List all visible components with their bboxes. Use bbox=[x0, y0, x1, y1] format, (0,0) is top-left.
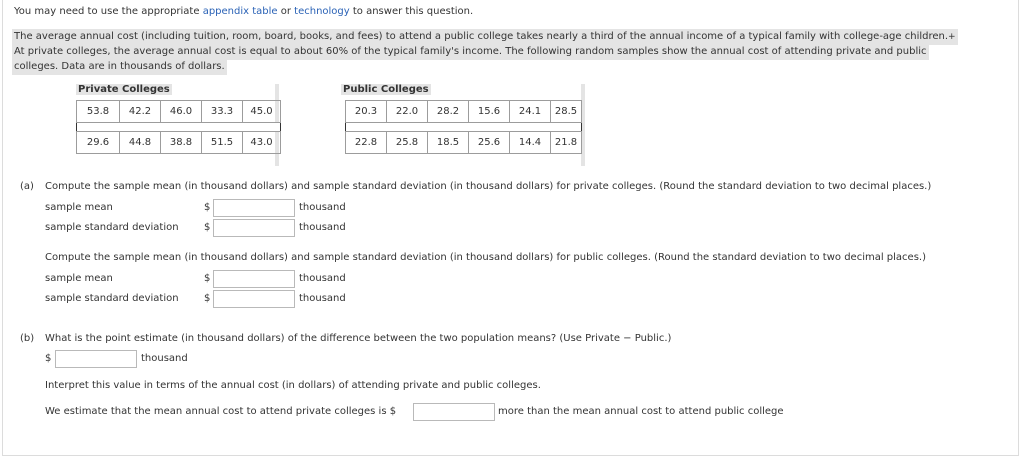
appendix-table-link[interactable]: appendix table bbox=[202, 6, 278, 17]
table-row bbox=[346, 101, 582, 123]
part-a-question-private: Compute the sample mean (in thousand dollars) and sample standard deviation (in thousand dollars) for private colleges. (Round the standard deviation to two decimal places.) bbox=[45, 181, 932, 192]
cell-value: 18.5 bbox=[436, 137, 460, 148]
cell-value: 22.8 bbox=[354, 137, 378, 148]
cell-value: 25.6 bbox=[477, 137, 501, 148]
cell-value: 25.8 bbox=[395, 137, 419, 148]
interpret-amount-input[interactable] bbox=[413, 403, 495, 421]
public-table-caption bbox=[341, 84, 431, 95]
table-row bbox=[77, 101, 281, 123]
table-cell bbox=[469, 101, 510, 123]
private-data-table bbox=[76, 100, 281, 154]
cell-value: 46.0 bbox=[169, 106, 193, 117]
cell-value: 44.8 bbox=[128, 137, 152, 148]
private-table-caption bbox=[76, 84, 172, 95]
unit-label: thousand bbox=[299, 222, 346, 233]
table-cell bbox=[551, 101, 582, 123]
cell-value: 22.0 bbox=[395, 106, 419, 117]
dollar-sign: $ bbox=[204, 293, 211, 304]
part-b-question: What is the point estimate (in thousand dollars) of the difference between the two population means? (Use Private − Public.) bbox=[45, 333, 672, 344]
dollar-sign: $ bbox=[204, 273, 211, 284]
unit-label: thousand bbox=[141, 353, 188, 364]
public-mean-input[interactable] bbox=[213, 270, 295, 288]
table-cell bbox=[243, 132, 281, 154]
dollar-sign: $ bbox=[45, 353, 52, 364]
table-cell bbox=[510, 101, 551, 123]
unit-label: thousand bbox=[299, 293, 346, 304]
cell-value: 28.2 bbox=[436, 106, 460, 117]
intro-line bbox=[14, 6, 473, 17]
part-b-label: (b) bbox=[20, 333, 35, 344]
technology-link[interactable]: technology bbox=[294, 6, 350, 17]
cell-value: 15.6 bbox=[477, 106, 501, 117]
cell-value: 28.5 bbox=[554, 106, 578, 117]
unit-label: thousand bbox=[299, 202, 346, 213]
intro-suffix: to answer this question. bbox=[349, 6, 474, 17]
table-cell bbox=[77, 101, 120, 123]
dollar-sign: $ bbox=[204, 202, 211, 213]
table-cell bbox=[346, 132, 387, 154]
intro-middle: or bbox=[277, 6, 295, 17]
private-sd-input[interactable] bbox=[213, 219, 295, 237]
intro-prefix: You may need to use the appropriate bbox=[14, 6, 203, 17]
table-cell bbox=[161, 101, 202, 123]
plus-icon: + bbox=[948, 32, 956, 42]
cell-value: 33.3 bbox=[210, 106, 234, 117]
private-mean-input[interactable] bbox=[213, 199, 295, 217]
table-cell bbox=[428, 101, 469, 123]
table-cell bbox=[77, 132, 120, 154]
cell-value: 24.1 bbox=[518, 106, 542, 117]
table-row bbox=[77, 132, 281, 154]
cell-value: 29.6 bbox=[86, 137, 110, 148]
private-sd-label: sample standard deviation bbox=[45, 222, 179, 233]
table-cell bbox=[510, 132, 551, 154]
problem-text-1: The average annual cost (including tuition, room, board, books, and fees) to attend a public college takes nearly a third of the annual income of a typical family with college-age children. bbox=[14, 31, 949, 42]
part-a-question-public: Compute the sample mean (in thousand dollars) and sample standard deviation (in thousand dollars) for public colleges. (Round the standard deviation to two decimal places.) bbox=[45, 252, 926, 263]
cell-value: 14.4 bbox=[518, 137, 542, 148]
difference-input[interactable] bbox=[55, 350, 137, 368]
table-row bbox=[346, 132, 582, 154]
cell-value: 45.0 bbox=[250, 106, 273, 117]
cell-value: 21.8 bbox=[554, 137, 578, 148]
public-data-table bbox=[345, 100, 582, 154]
table-cell bbox=[469, 132, 510, 154]
cell-value: 42.2 bbox=[128, 106, 152, 117]
spacer-cell bbox=[346, 123, 582, 132]
spacer-cell bbox=[77, 123, 281, 132]
public-sd-input[interactable] bbox=[213, 290, 295, 308]
row-spacer bbox=[77, 123, 281, 132]
row-spacer bbox=[346, 123, 582, 132]
public-sd-label: sample standard deviation bbox=[45, 293, 179, 304]
table-cell bbox=[387, 101, 428, 123]
interpret-sentence-pre: We estimate that the mean annual cost to attend private colleges is $ bbox=[45, 406, 397, 417]
table-cell bbox=[120, 132, 161, 154]
private-caption-text: Private Colleges bbox=[78, 84, 170, 95]
public-caption-text: Public Colleges bbox=[343, 84, 429, 95]
public-mean-label: sample mean bbox=[45, 273, 113, 284]
dollar-sign: $ bbox=[204, 222, 211, 233]
problem-line-3: colleges. Data are in thousands of dollars. bbox=[12, 59, 227, 75]
table-cell bbox=[202, 132, 243, 154]
table-cell bbox=[551, 132, 582, 154]
interpret-prompt: Interpret this value in terms of the annual cost (in dollars) of attending private and public colleges. bbox=[45, 380, 541, 391]
cell-value: 43.0 bbox=[250, 137, 273, 148]
cell-value: 38.8 bbox=[169, 137, 193, 148]
interpret-sentence-post: more than the mean annual cost to attend public college bbox=[498, 406, 784, 417]
part-a-label: (a) bbox=[20, 181, 34, 192]
private-mean-label: sample mean bbox=[45, 202, 113, 213]
problem-line-2: At private colleges, the average annual cost is equal to about 60% of the typical family's income. The following random samples show the annual cost of attending private and public bbox=[12, 44, 929, 60]
table-cell bbox=[161, 132, 202, 154]
table-cell bbox=[202, 101, 243, 123]
unit-label: thousand bbox=[299, 273, 346, 284]
table-cell bbox=[346, 101, 387, 123]
problem-line-1 bbox=[12, 29, 958, 45]
table-cell bbox=[243, 101, 281, 123]
table-cell bbox=[120, 101, 161, 123]
table-cell bbox=[387, 132, 428, 154]
cell-value: 20.3 bbox=[354, 106, 378, 117]
cell-value: 53.8 bbox=[86, 106, 110, 117]
cell-value: 51.5 bbox=[210, 137, 234, 148]
table-cell bbox=[428, 132, 469, 154]
